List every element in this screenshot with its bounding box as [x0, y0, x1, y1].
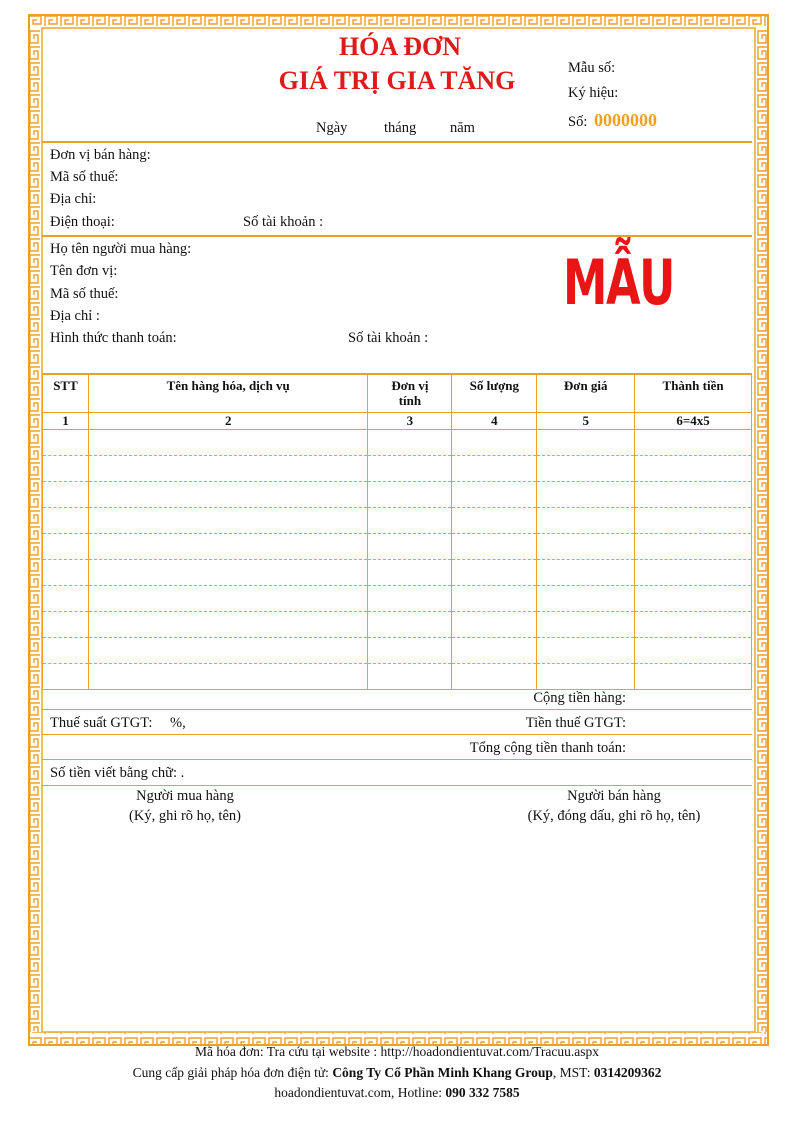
- table-row: [43, 508, 752, 534]
- invoice-title-line2: GIÁ TRỊ GIA TĂNG: [278, 66, 516, 95]
- divider: [42, 734, 752, 735]
- date-month-label: tháng: [384, 120, 417, 136]
- footer-mst-label: , MST:: [552, 1065, 594, 1080]
- col-header-stt: STT: [43, 375, 89, 413]
- table-row: [43, 612, 752, 638]
- seller-signature-note: (Ký, đóng dấu, ghi rõ họ, tên): [527, 808, 701, 824]
- footer-mst-value: 0314209362: [593, 1065, 662, 1080]
- divider: [42, 235, 752, 237]
- sample-stamp: MẪU: [563, 246, 674, 319]
- col-header-price: Đơn giá: [537, 375, 635, 413]
- col-number: 2: [88, 413, 368, 430]
- col-header-quantity: Số lượng: [452, 375, 537, 413]
- table-header-row: [43, 375, 752, 413]
- divider: [42, 785, 752, 786]
- col-header-amount: Thành tiền: [635, 375, 752, 413]
- footer-lookup-line: Mã hóa đơn: Tra cứu tại website : http://hoadondientuvat.com/Tracuu.aspx: [195, 1044, 599, 1059]
- divider: [42, 709, 752, 710]
- amount-in-words-label: Số tiền viết bằng chữ: .: [50, 765, 185, 781]
- vat-amount-label: Tiền thuế GTGT:: [525, 715, 626, 731]
- goods-total-label: Cộng tiền hàng:: [533, 690, 626, 706]
- seller-address-label: Địa chỉ:: [50, 191, 97, 207]
- footer-contact-line: [0, 1085, 794, 1101]
- divider: [42, 141, 752, 143]
- table-row: [43, 586, 752, 612]
- date-year-label: năm: [450, 120, 475, 136]
- table-row: [43, 534, 752, 560]
- vat-rate-suffix: %,: [170, 715, 186, 731]
- buyer-unit-label: Tên đơn vị:: [50, 263, 118, 279]
- buyer-account-label: Số tài khoản :: [348, 330, 429, 346]
- grand-total-label: Tổng cộng tiền thanh toán:: [469, 740, 626, 756]
- footer-hotline: 090 332 7585: [445, 1085, 520, 1100]
- divider: [42, 759, 752, 760]
- col-number: 1: [43, 413, 89, 430]
- invoice-number-value: 0000000: [594, 110, 657, 130]
- vat-rate-label: Thuế suất GTGT:: [50, 715, 153, 731]
- seller-tax-code-label: Mã số thuế:: [50, 169, 119, 185]
- col-number: 4: [452, 413, 537, 430]
- table-row: [43, 482, 752, 508]
- table-row: [43, 456, 752, 482]
- table-row: [43, 560, 752, 586]
- footer-company-name: Công Ty Cổ Phần Minh Khang Group: [332, 1065, 553, 1080]
- footer-website: hoadondientuvat.com, Hotline:: [274, 1085, 446, 1100]
- form-number-label: Mẫu số:: [568, 60, 616, 76]
- invoice-title-line1: HÓA ĐƠN: [338, 32, 462, 61]
- buyer-address-label: Địa chỉ :: [50, 308, 100, 324]
- buyer-signature-note: (Ký, ghi rõ họ, tên): [129, 808, 241, 824]
- seller-account-label: Số tài khoản :: [243, 214, 324, 230]
- table-row: [43, 638, 752, 664]
- items-table: [42, 375, 752, 690]
- table-row: [43, 664, 752, 690]
- buyer-name-label: Họ tên người mua hàng:: [50, 241, 192, 257]
- col-header-unit: Đơn vị tính: [368, 375, 452, 413]
- buyer-signature-title: Người mua hàng: [136, 788, 234, 804]
- col-number: 5: [537, 413, 635, 430]
- table-row: [43, 430, 752, 456]
- seller-signature-title: Người bán hàng: [567, 788, 661, 804]
- footer-provider-prefix: Cung cấp giải pháp hóa đơn điện tử:: [132, 1065, 333, 1080]
- buyer-tax-code-label: Mã số thuế:: [50, 286, 119, 302]
- footer-provider-line: [0, 1065, 794, 1081]
- payment-method-label: Hình thức thanh toán:: [50, 330, 177, 346]
- col-number: 6=4x5: [635, 413, 752, 430]
- col-header-name: Tên hàng hóa, dịch vụ: [88, 375, 368, 413]
- date-day-label: Ngày: [316, 120, 348, 136]
- seller-unit-label: Đơn vị bán hàng:: [50, 147, 151, 163]
- symbol-label: Ký hiệu:: [568, 85, 619, 101]
- col-number: 3: [368, 413, 452, 430]
- seller-phone-label: Điện thoại:: [50, 214, 115, 230]
- table-number-row: [43, 413, 752, 430]
- invoice-number-label: Số:: [568, 114, 588, 130]
